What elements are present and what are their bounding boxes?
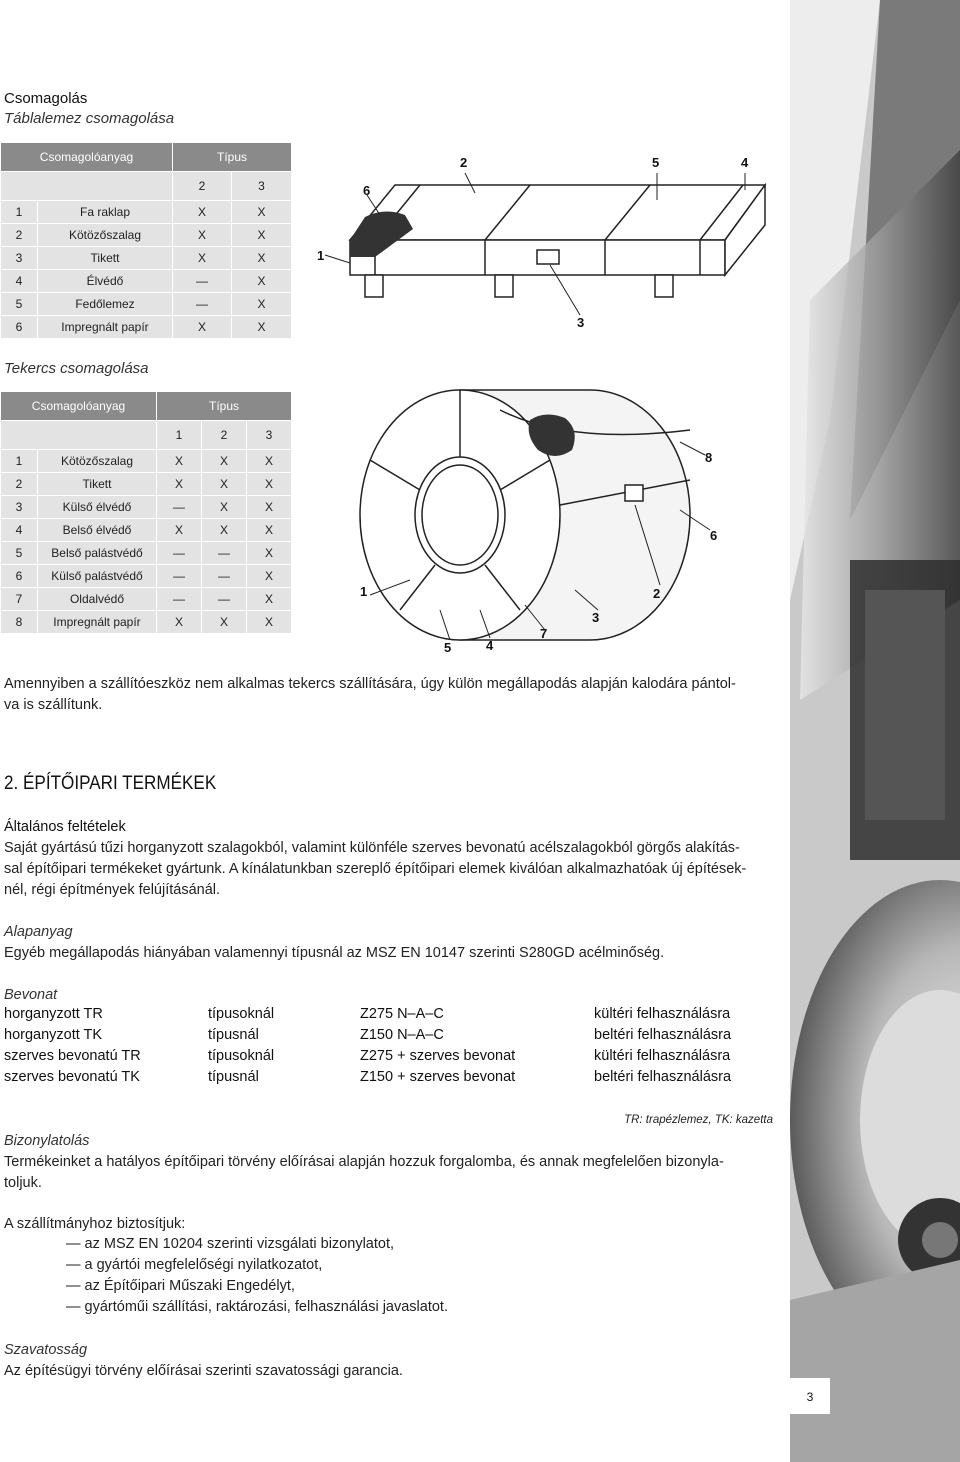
- table-row: 6 Impregnált papír X X: [1, 316, 291, 338]
- diagram-label: 7: [540, 626, 548, 641]
- diagram-label: 4: [486, 638, 494, 653]
- table-row: 3 Külső élvédő — X X: [1, 496, 291, 518]
- warranty-title: Szavatosság: [4, 1342, 88, 1358]
- certification-text: Termékeinket a hatályos építőipari törvény előírásai alapján hozzuk forgalomba, és annak megfelelően bizonyla- toljuk.: [4, 1154, 724, 1191]
- coating-scope: típusoknál: [208, 1006, 275, 1022]
- coating-use: kültéri felhasználásra: [594, 1006, 731, 1022]
- coating-scope: típusnál: [208, 1069, 259, 1085]
- coating-product: horganyzott TK: [4, 1027, 103, 1043]
- table-row: 5 Fedőlemez — X: [1, 293, 291, 315]
- table-row: 1 Kötözőszalag X X X: [1, 450, 291, 472]
- page-number: 3: [806, 1390, 814, 1404]
- table-row: 2 Kötözőszalag X X: [1, 224, 291, 246]
- list-item: — az MSZ EN 10204 szerinti vizsgálati bizonylatot,: [66, 1236, 394, 1252]
- coating-title: Bevonat: [4, 987, 58, 1003]
- coating-use: kültéri felhasználásra: [594, 1048, 731, 1064]
- sheet-pallet-diagram: [305, 145, 785, 335]
- type-col: 3: [232, 172, 291, 200]
- sheet-packaging-table: [0, 142, 292, 339]
- list-item: — gyártóműi szállítási, raktározási, felhasználási javaslatot.: [66, 1299, 448, 1315]
- diagram-label: 5: [652, 155, 660, 170]
- list-item: — az Építőipari Műszaki Engedélyt,: [66, 1278, 295, 1294]
- sheet-packaging-subtitle: Táblalemez csomagolása: [4, 110, 175, 127]
- coil-packaging-subtitle: Tekercs csomagolása: [4, 360, 149, 377]
- coating-use: beltéri felhasználásra: [594, 1027, 732, 1043]
- coating-product: horganyzott TR: [4, 1006, 103, 1022]
- photo-graphic: [790, 0, 960, 1462]
- general-title: Általános feltételek: [4, 819, 126, 835]
- coating-spec: Z275 N–A–C: [360, 1006, 444, 1022]
- coil-packaging-table: [0, 391, 292, 634]
- table-row: 4 Élvédő — X: [1, 270, 291, 292]
- col-header-material: Csomagolóanyag: [1, 143, 172, 171]
- col-header-type: Típus: [173, 143, 291, 171]
- pallet-foot: [655, 275, 673, 297]
- shipment-intro: A szállítmányhoz biztosítjuk:: [4, 1216, 186, 1232]
- pallet-foot: [495, 275, 513, 297]
- table-row: 4 Belső élvédő X X X: [1, 519, 291, 541]
- table-row: 8 Impregnált papír X X X: [1, 611, 291, 633]
- table-row: 6 Külső palástvédő — — X: [1, 565, 291, 587]
- coating-scope: típusnál: [208, 1027, 259, 1043]
- pallet-foot: [365, 275, 383, 297]
- base-material-title: Alapanyag: [4, 924, 73, 940]
- coating-abbrev-note: TR: trapézlemez, TK: kazetta: [624, 1114, 773, 1126]
- coating-spec: Z275 + szerves bevonat: [360, 1048, 516, 1064]
- diagram-label: 4: [741, 155, 749, 170]
- warranty-text: Az építésügyi törvény előírásai szerinti szavatossági garancia.: [4, 1363, 403, 1379]
- pallet-top: [350, 185, 765, 240]
- diagram-label: 5: [444, 640, 452, 655]
- coating-product: szerves bevonatú TK: [4, 1069, 140, 1085]
- table-row: 5 Belső palástvédő — — X: [1, 542, 291, 564]
- packaging-title: Csomagolás: [4, 90, 88, 107]
- diagram-label: 6: [363, 183, 371, 198]
- diagram-label: 2: [460, 155, 468, 170]
- coating-spec: Z150 + szerves bevonat: [360, 1069, 516, 1085]
- diagram-label: 1: [360, 584, 368, 599]
- list-item: — a gyártói megfelelőségi nyilatkozatot,: [66, 1257, 323, 1273]
- col-header-material: Csomagolóanyag: [1, 392, 156, 420]
- diagram-label: 3: [592, 610, 600, 625]
- diagram-label: 8: [705, 450, 713, 465]
- section-heading: 2. ÉPÍTŐIPARI TERMÉKEK: [4, 773, 217, 794]
- col-header-type: Típus: [157, 392, 291, 420]
- coil-note: Amennyiben a szállítóeszköz nem alkalmas tekercs szállítására, úgy külön megállapodás alapján kalodára pántol- va is szállítunk.: [4, 676, 736, 713]
- industrial-photo: [790, 0, 960, 1462]
- table-row: 1 Fa raklap X X: [1, 201, 291, 223]
- coating-scope: típusoknál: [208, 1048, 275, 1064]
- type-col: 3: [247, 421, 291, 449]
- diagram-label: 2: [653, 586, 661, 601]
- general-paragraph: Saját gyártású tűzi horganyzott szalagokból, valamint különféle szerves bevonatú acélszalagokból görgős alakítás- sal építőipari termékeket gyártunk. A kínálatunkban szereplő építőipari elemek kiválóan alkalmazhatóak új építések- nél, régi építmények felújításánál.: [4, 840, 747, 898]
- certification-title: Bizonylatolás: [4, 1133, 90, 1149]
- coating-product: szerves bevonatú TR: [4, 1048, 141, 1064]
- type-col: 2: [173, 172, 231, 200]
- table-row: 2 Tikett X X X: [1, 473, 291, 495]
- coating-spec: Z150 N–A–C: [360, 1027, 444, 1043]
- table-row: 3 Tikett X X: [1, 247, 291, 269]
- diagram-label: 3: [577, 315, 585, 330]
- diagram-label: 1: [317, 248, 325, 263]
- type-col: 2: [202, 421, 246, 449]
- table-row: 7 Oldalvédő — — X: [1, 588, 291, 610]
- ticket-label: [625, 485, 643, 501]
- base-material-text: Egyéb megállapodás hiányában valamennyi típusnál az MSZ EN 10147 szerinti S280GD acélminőség.: [4, 945, 665, 961]
- diagram-label: 6: [710, 528, 718, 543]
- coil-diagram: [340, 370, 730, 660]
- ticket-label: [537, 250, 559, 264]
- type-col: 1: [157, 421, 201, 449]
- coating-use: beltéri felhasználásra: [594, 1069, 732, 1085]
